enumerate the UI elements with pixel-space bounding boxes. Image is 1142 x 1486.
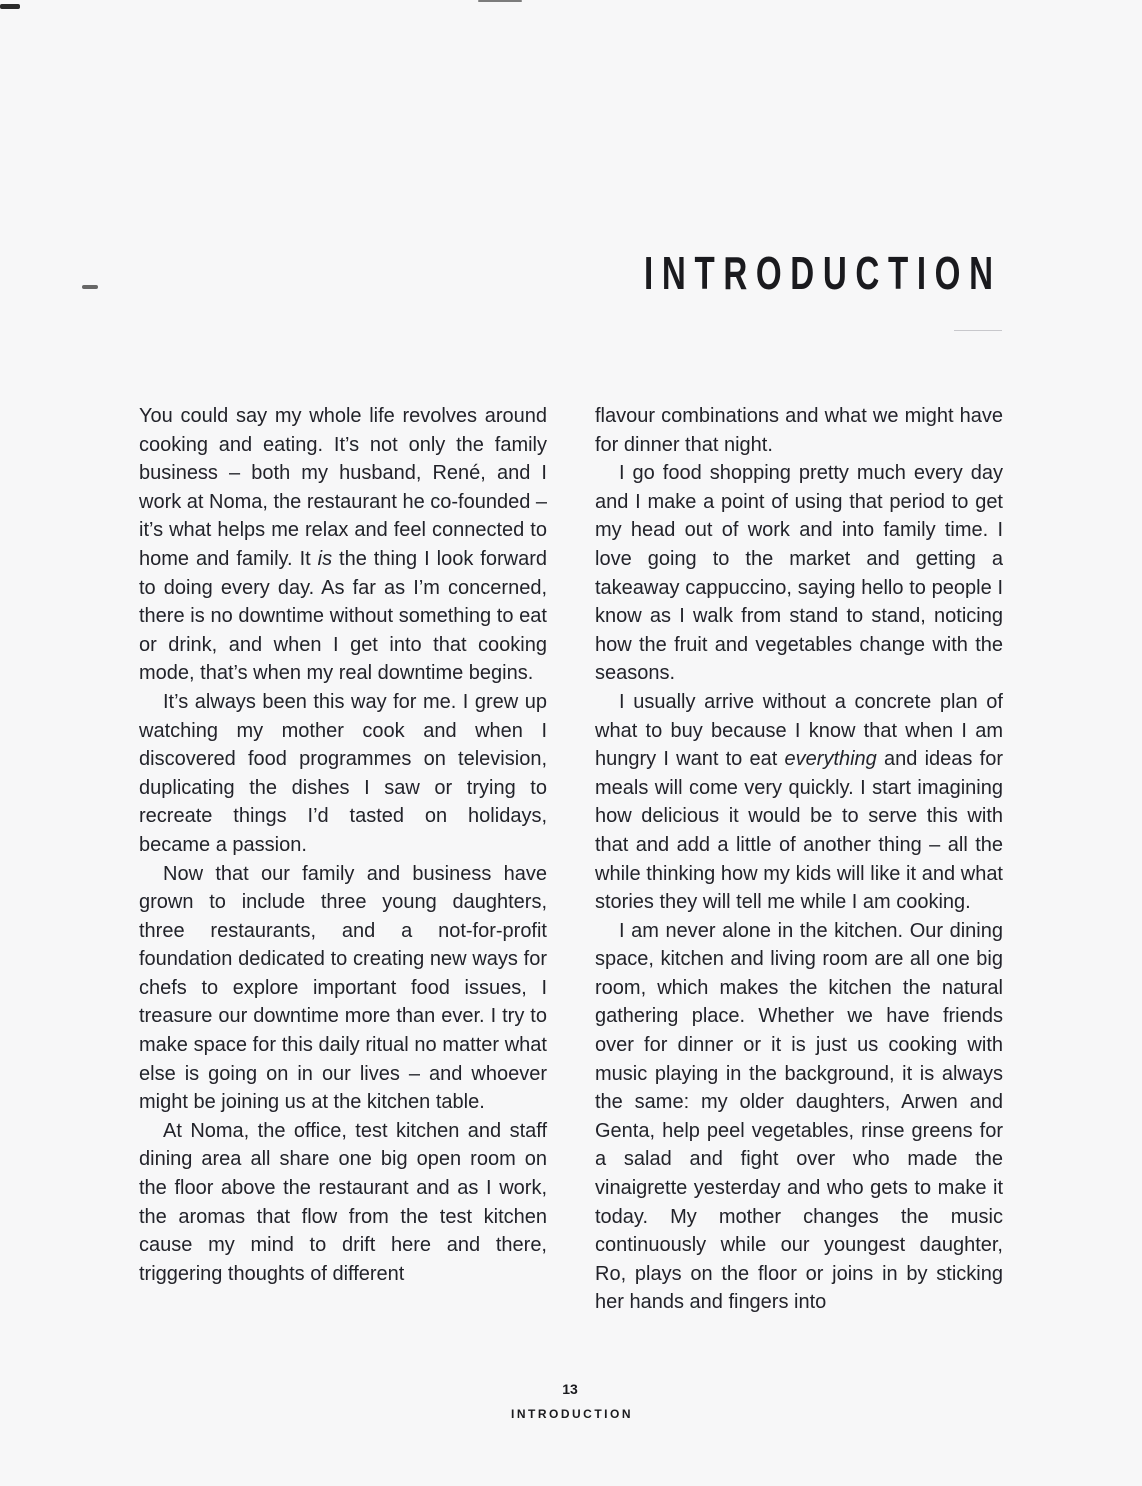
chapter-title: INTRODUCTION (644, 247, 1002, 299)
scan-mark (82, 285, 98, 289)
paragraph: I am never alone in the kitchen. Our dining space, kitchen and living room are all one big room, which makes the kitchen the natural gathering place. Whether we have friends over for dinner or it is just us cooking with music playing in the background, it is always the same: my older daughters, Arwen and Genta, help peel vegetables, rinse greens for a salad and fight over who made the vinaigrette yesterday and who gets to make it today. My mother changes the music continuously while our youngest daughter, Ro, plays on the floor or joins in by sticking her hands and fingers into (595, 919, 1003, 1314)
paragraph: At Noma, the office, test kitchen and staff dining area all share one big open room on the floor above the restaurant and as I work, the aromas that flow from the test kitchen cause my mind to drift here and there, triggering thoughts of different (139, 1119, 547, 1285)
paragraph: It’s always been this way for me. I grew up watching my mother cook and when I discovered food programmes on television, duplicating the dishes I saw or trying to recreate things I’d tasted on holidays, became a passion. (139, 690, 547, 856)
page-number: 13 (562, 1381, 578, 1397)
scan-mark (478, 0, 522, 2)
paragraph: I usually arrive without a concrete plan of what to buy because I know that when I am hungry I want to eat everything and ideas for meals will come very quickly. I start imagining how delicious it would be to serve this with that and add a little of another thing – all the while thinking how my kids will like it and what stories they will tell me while I am cooking. (595, 690, 1003, 914)
paragraph: flavour combinations and what we might have for dinner that night. (595, 405, 1003, 456)
paragraph: You could say my whole life revolves around cooking and eating. It’s not only the family business – both my husband, René, and I work at Noma, the restaurant he co-founded – it’s what helps me relax and feel connected to home and family. It is the thing I look forward to doing every day. As far as I’m concerned, there is no downtime without something to eat or drink, and when I get into that cooking mode, that’s when my real downtime begins. (139, 405, 548, 685)
paragraph: I go food shopping pretty much every day and I make a point of using that period to get my head out of work and into family time. I love going to the market and getting a takeaway cappuccino, saying hello to people I know as I walk from stand to stand, noticing how the fruit and vegetables change with the seasons. (595, 462, 1003, 685)
right-column (595, 402, 1003, 1317)
paragraph: Now that our family and business have grown to include three young daughters, three restaurants, and a not-for-profit foundation dedicated to creating new ways for chefs to explore important food issues, I treasure our downtime more than ever. I try to make space for this daily ritual no matter what else is going on in our lives – and whoever might be joining us at the kitchen table. (139, 862, 547, 1114)
running-head: INTRODUCTION (511, 1407, 633, 1421)
left-column (139, 402, 547, 1288)
scan-mark (0, 4, 20, 9)
title-rule (954, 330, 1002, 331)
